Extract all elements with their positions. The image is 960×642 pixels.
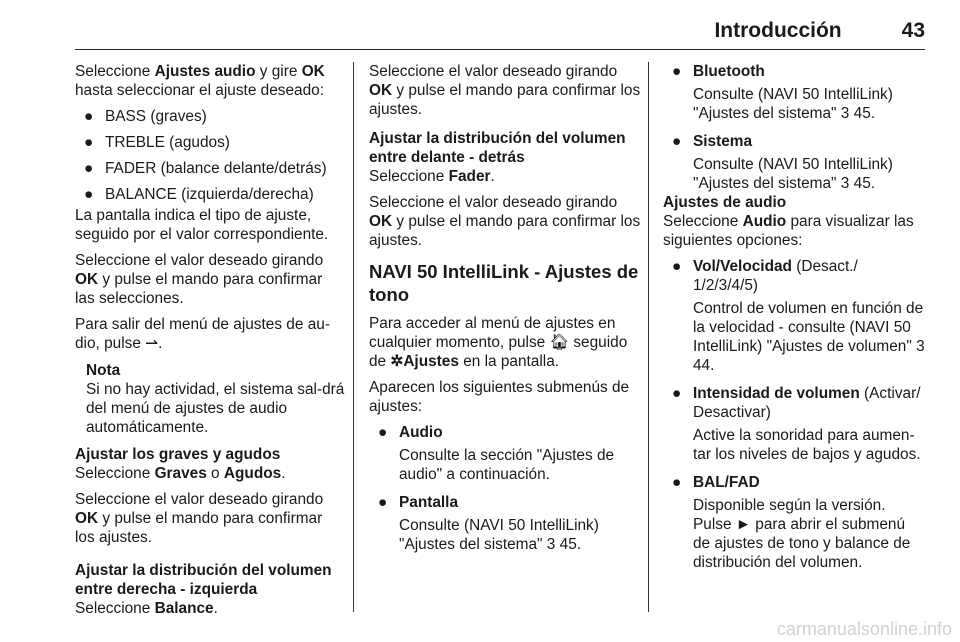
bullet-icon: ● <box>672 474 682 491</box>
item-text: Consulte (NAVI 50 IntelliLink) "Ajustes del sistema" 3 45. <box>693 86 893 122</box>
option-title: Intensidad de volumen (Activar/ Desactivar) <box>693 385 921 421</box>
page-ref: 3 44. <box>693 338 925 374</box>
item-text: Consulte (NAVI 50 IntelliLink) "Ajustes del sistema" 3 45. <box>399 517 599 553</box>
bullet-icon: ● <box>84 108 94 125</box>
option-title: Vol/Velocidad (Desact./ 1/2/3/4/5) <box>693 258 858 294</box>
list-item: ● BALANCE (izquierda/derecha) <box>84 186 314 203</box>
page-header <box>75 18 925 44</box>
subheading: Ajustar los graves y agudos <box>75 446 281 463</box>
paragraph: Para salir del menú de ajustes de au-dio, pulse ⇀. <box>75 316 330 352</box>
column-divider-1 <box>353 62 354 612</box>
list-item <box>369 493 642 554</box>
option-text: Disponible según la versión. Pulse ► para abrir el submenú de ajustes de tono y balance de distribución del volumen. <box>693 497 911 571</box>
bullet-icon: ● <box>672 133 682 150</box>
paragraph: Seleccione Fader. <box>369 168 495 185</box>
page-ref: 3 45. <box>546 536 582 553</box>
list-item <box>663 473 925 572</box>
paragraph: Seleccione el valor deseado girando OK y pulse el mando para confirmar los ajustes. <box>75 491 324 546</box>
note-text: Si no hay actividad, el sistema sal-drá del menú de ajustes de audio automáticamente. <box>86 381 345 436</box>
bullet-icon: ● <box>378 494 388 511</box>
paragraph: Seleccione Balance. <box>75 600 218 617</box>
list-item <box>663 257 925 375</box>
list-item <box>663 384 925 464</box>
paragraph: Seleccione el valor deseado girando OK y pulse el mando para confirmar los ajustes. <box>369 63 641 118</box>
item-title: Bluetooth <box>693 63 765 80</box>
option-title: BAL/FAD <box>693 474 760 491</box>
gear-icon: ✲ <box>390 353 404 370</box>
option-text: Control de volumen en función de la velocidad - consulte (NAVI 50 IntelliLink) "Ajustes de volumen" 3 44. <box>693 300 925 374</box>
list-item: ● FADER (balance delante/detrás) <box>84 160 327 177</box>
header-rule <box>75 49 925 50</box>
subheading: Ajustes de audio <box>663 194 787 211</box>
paragraph: La pantalla indica el tipo de ajuste, seguido por el valor correspondiente. <box>75 207 329 243</box>
column-1 <box>75 62 345 625</box>
bullet-icon: ● <box>672 63 682 80</box>
subheading: Ajustar la distribución del volumen entre derecha - izquierda <box>75 562 332 598</box>
play-icon: ► <box>735 516 752 533</box>
column-divider-2 <box>648 62 649 612</box>
list-item <box>663 62 925 123</box>
item-text: Consulte (NAVI 50 IntelliLink) "Ajustes del sistema" 3 45. <box>693 156 893 192</box>
list-item: ● TREBLE (agudos) <box>84 134 230 151</box>
column-3 <box>663 62 925 579</box>
bullet-icon: ● <box>84 186 94 203</box>
list-item <box>663 132 925 193</box>
bullet-icon: ● <box>378 424 388 441</box>
page-ref: 3 45. <box>840 105 876 122</box>
list-item <box>369 423 642 484</box>
home-icon: 🏠︎ <box>549 334 570 351</box>
option-text: Active la sonoridad para aumen-tar los niveles de bajos y agudos. <box>693 427 921 463</box>
bullet-icon: ● <box>672 258 682 275</box>
back-icon: ⇀ <box>145 335 159 352</box>
bullet-icon: ● <box>84 134 94 151</box>
watermark: carmanualsonline.info <box>776 619 952 639</box>
item-title: Audio <box>399 424 443 441</box>
item-title: Sistema <box>693 133 753 150</box>
note-box <box>75 361 345 437</box>
paragraph: Aparecen los siguientes submenús de ajustes: <box>369 379 630 415</box>
bullet-icon: ● <box>84 160 94 177</box>
paragraph: Seleccione el valor deseado girando OK y pulse el mando para confirmar las selecciones. <box>75 252 324 307</box>
note-title: Nota <box>86 362 121 379</box>
section-title: NAVI 50 IntelliLink - Ajustes de tono <box>369 261 639 305</box>
page-number: 43 <box>901 19 925 42</box>
page-title: Introducción <box>714 19 842 42</box>
list-item: ● BASS (graves) <box>84 108 207 125</box>
paragraph: Para acceder al menú de ajustes en cualquier momento, pulse 🏠︎ seguido de ✲Ajustes en la pantalla. <box>369 315 628 370</box>
intro-paragraph: Seleccione Ajustes audio y gire OK hasta seleccionar el ajuste deseado: <box>75 63 325 99</box>
bullet-icon: ● <box>672 385 682 402</box>
paragraph: Seleccione el valor deseado girando OK y pulse el mando para confirmar los ajustes. <box>369 194 641 249</box>
subheading: Ajustar la distribución del volumen entre delante - detrás <box>369 130 626 166</box>
paragraph: Seleccione Audio para visualizar las siguientes opciones: <box>663 213 914 249</box>
item-text: Consulte la sección "Ajustes de audio" a continuación. <box>399 447 615 483</box>
item-title: Pantalla <box>399 494 459 511</box>
column-2 <box>369 62 642 561</box>
page-ref: 3 45. <box>840 175 876 192</box>
paragraph: Seleccione Graves o Agudos. <box>75 465 286 482</box>
